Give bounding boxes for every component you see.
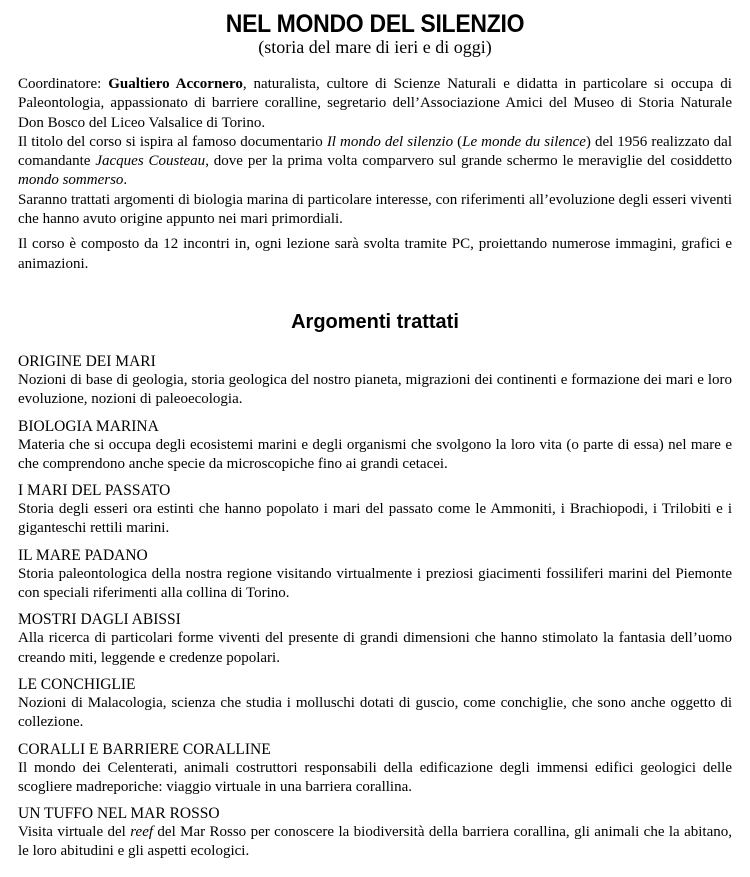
topics-list xyxy=(18,352,732,862)
text-span: ( xyxy=(453,133,463,150)
topic-title: MOSTRI DAGLI ABISSI xyxy=(18,611,181,629)
course-structure-paragraph: Il corso è composto da 12 incontri in, ogni lezione sarà svolta tramite PC, proiettando numerose immagini, grafici e animazioni. xyxy=(18,236,732,272)
topic-title: ORIGINE DEI MARI xyxy=(18,352,156,370)
topic-item xyxy=(18,740,732,798)
underwater-world-term: mondo sommerso xyxy=(18,172,124,189)
text-span: Visita virtuale del xyxy=(18,824,131,841)
coordinator-paragraph xyxy=(18,75,732,133)
topic-title: I MARI DEL PASSATO xyxy=(18,482,171,500)
topic-description: Materia che si occupa degli ecosistemi marini e degli organismi che svolgono la loro vita (o parte di essa) nel mare e che comprendono anche specie da microscopiche fino ai grandi cetacei. xyxy=(18,436,732,472)
topics-overview-paragraph: Saranno trattati argomenti di biologia marina di particolare interesse, con riferimenti all’evoluzione degli esseri viventi che hanno avuto origine appunto nei mari primordiali. xyxy=(18,191,732,228)
coordinator-name: Gualtiero Accornero xyxy=(108,76,243,92)
page-subtitle: (storia del mare di ieri e di oggi) xyxy=(258,37,492,57)
topic-item xyxy=(18,675,732,733)
topics-heading: Argomenti trattati xyxy=(291,310,459,333)
topic-description xyxy=(18,823,732,862)
topic-title: IL MARE PADANO xyxy=(18,546,148,564)
coordinator-label: Coordinatore: xyxy=(18,76,109,92)
topic-title: UN TUFFO NEL MAR ROSSO xyxy=(18,805,220,823)
topic-item xyxy=(18,804,732,862)
topic-title: CORALLI E BARRIERE CORALLINE xyxy=(18,740,271,758)
topic-description: Alla ricerca di particolari forme viventi del presente di grandi dimensioni che hanno stimolato la fantasia dell’uomo creando miti, leggende e credenze popolari. xyxy=(18,630,732,666)
topic-description: Storia paleontologica della nostra regione visitando virtualmente i preziosi giacimenti fossiliferi marini del Piemonte con speciali riferimenti alla collina di Torino. xyxy=(18,565,732,602)
text-span: ) del 1956 realizzato dal comandante xyxy=(18,133,733,170)
director-name: Jacques Cousteau xyxy=(95,153,206,170)
topic-item xyxy=(18,417,732,475)
film-title-italian: Il mondo del silenzio xyxy=(326,133,454,150)
topic-description: Il mondo dei Celenterati, animali costruttori responsabili della edificazione degli immensi edifici geologici delle scogliere madreporiche: viaggio virtuale in una barriera corallina. xyxy=(18,759,732,795)
reef-term: reef xyxy=(130,824,154,841)
coordinator-description: , naturalista, cultore di Scienze Naturali e didatta in particolare si occupa di Paleontologia, appassionato di barriere coralline, segretario dell’Associazione Amici del Museo di Storia Naturale Don Bosco del Liceo Valsalice di Torino. xyxy=(18,76,732,131)
text-span: . xyxy=(123,172,128,189)
topic-description: Storia degli esseri ora estinti che hanno popolato i mari del passato come le Ammoniti, i Brachiopodi, i Trilobiti e i giganteschi rettili marini. xyxy=(18,501,732,537)
topic-title: BIOLOGIA MARINA xyxy=(18,417,159,435)
topic-description: Nozioni di Malacologia, scienza che studia i molluschi dotati di guscio, come conchiglie, che sono anche oggetto di collezione. xyxy=(18,694,732,731)
film-title-french: Le monde du silence xyxy=(462,133,586,150)
topic-item xyxy=(18,546,732,604)
topic-description: Nozioni di base di geologia, storia geologica del nostro pianeta, migrazioni dei continenti e formazione dei mari e loro evoluzione, nozioni di paleoecologia. xyxy=(18,371,732,408)
text-span: , dove per la prima volta comparvero sul grande schermo le meraviglie del cosiddetto xyxy=(205,153,732,170)
topic-item xyxy=(18,610,732,668)
page-title: NEL MONDO DEL SILENZIO xyxy=(225,10,525,38)
topic-item xyxy=(18,352,732,410)
text-span: Il titolo del corso si ispira al famoso documentario xyxy=(18,133,327,150)
topic-item xyxy=(18,481,732,539)
course-title-paragraph xyxy=(18,133,732,191)
topic-title: LE CONCHIGLIE xyxy=(18,675,136,693)
text-span: del Mar Rosso per conoscere la biodiversità della barriera corallina, gli animali che la abitano, le loro abitudini e gli aspetti ecologici. xyxy=(18,824,732,860)
intro-section xyxy=(18,75,732,274)
